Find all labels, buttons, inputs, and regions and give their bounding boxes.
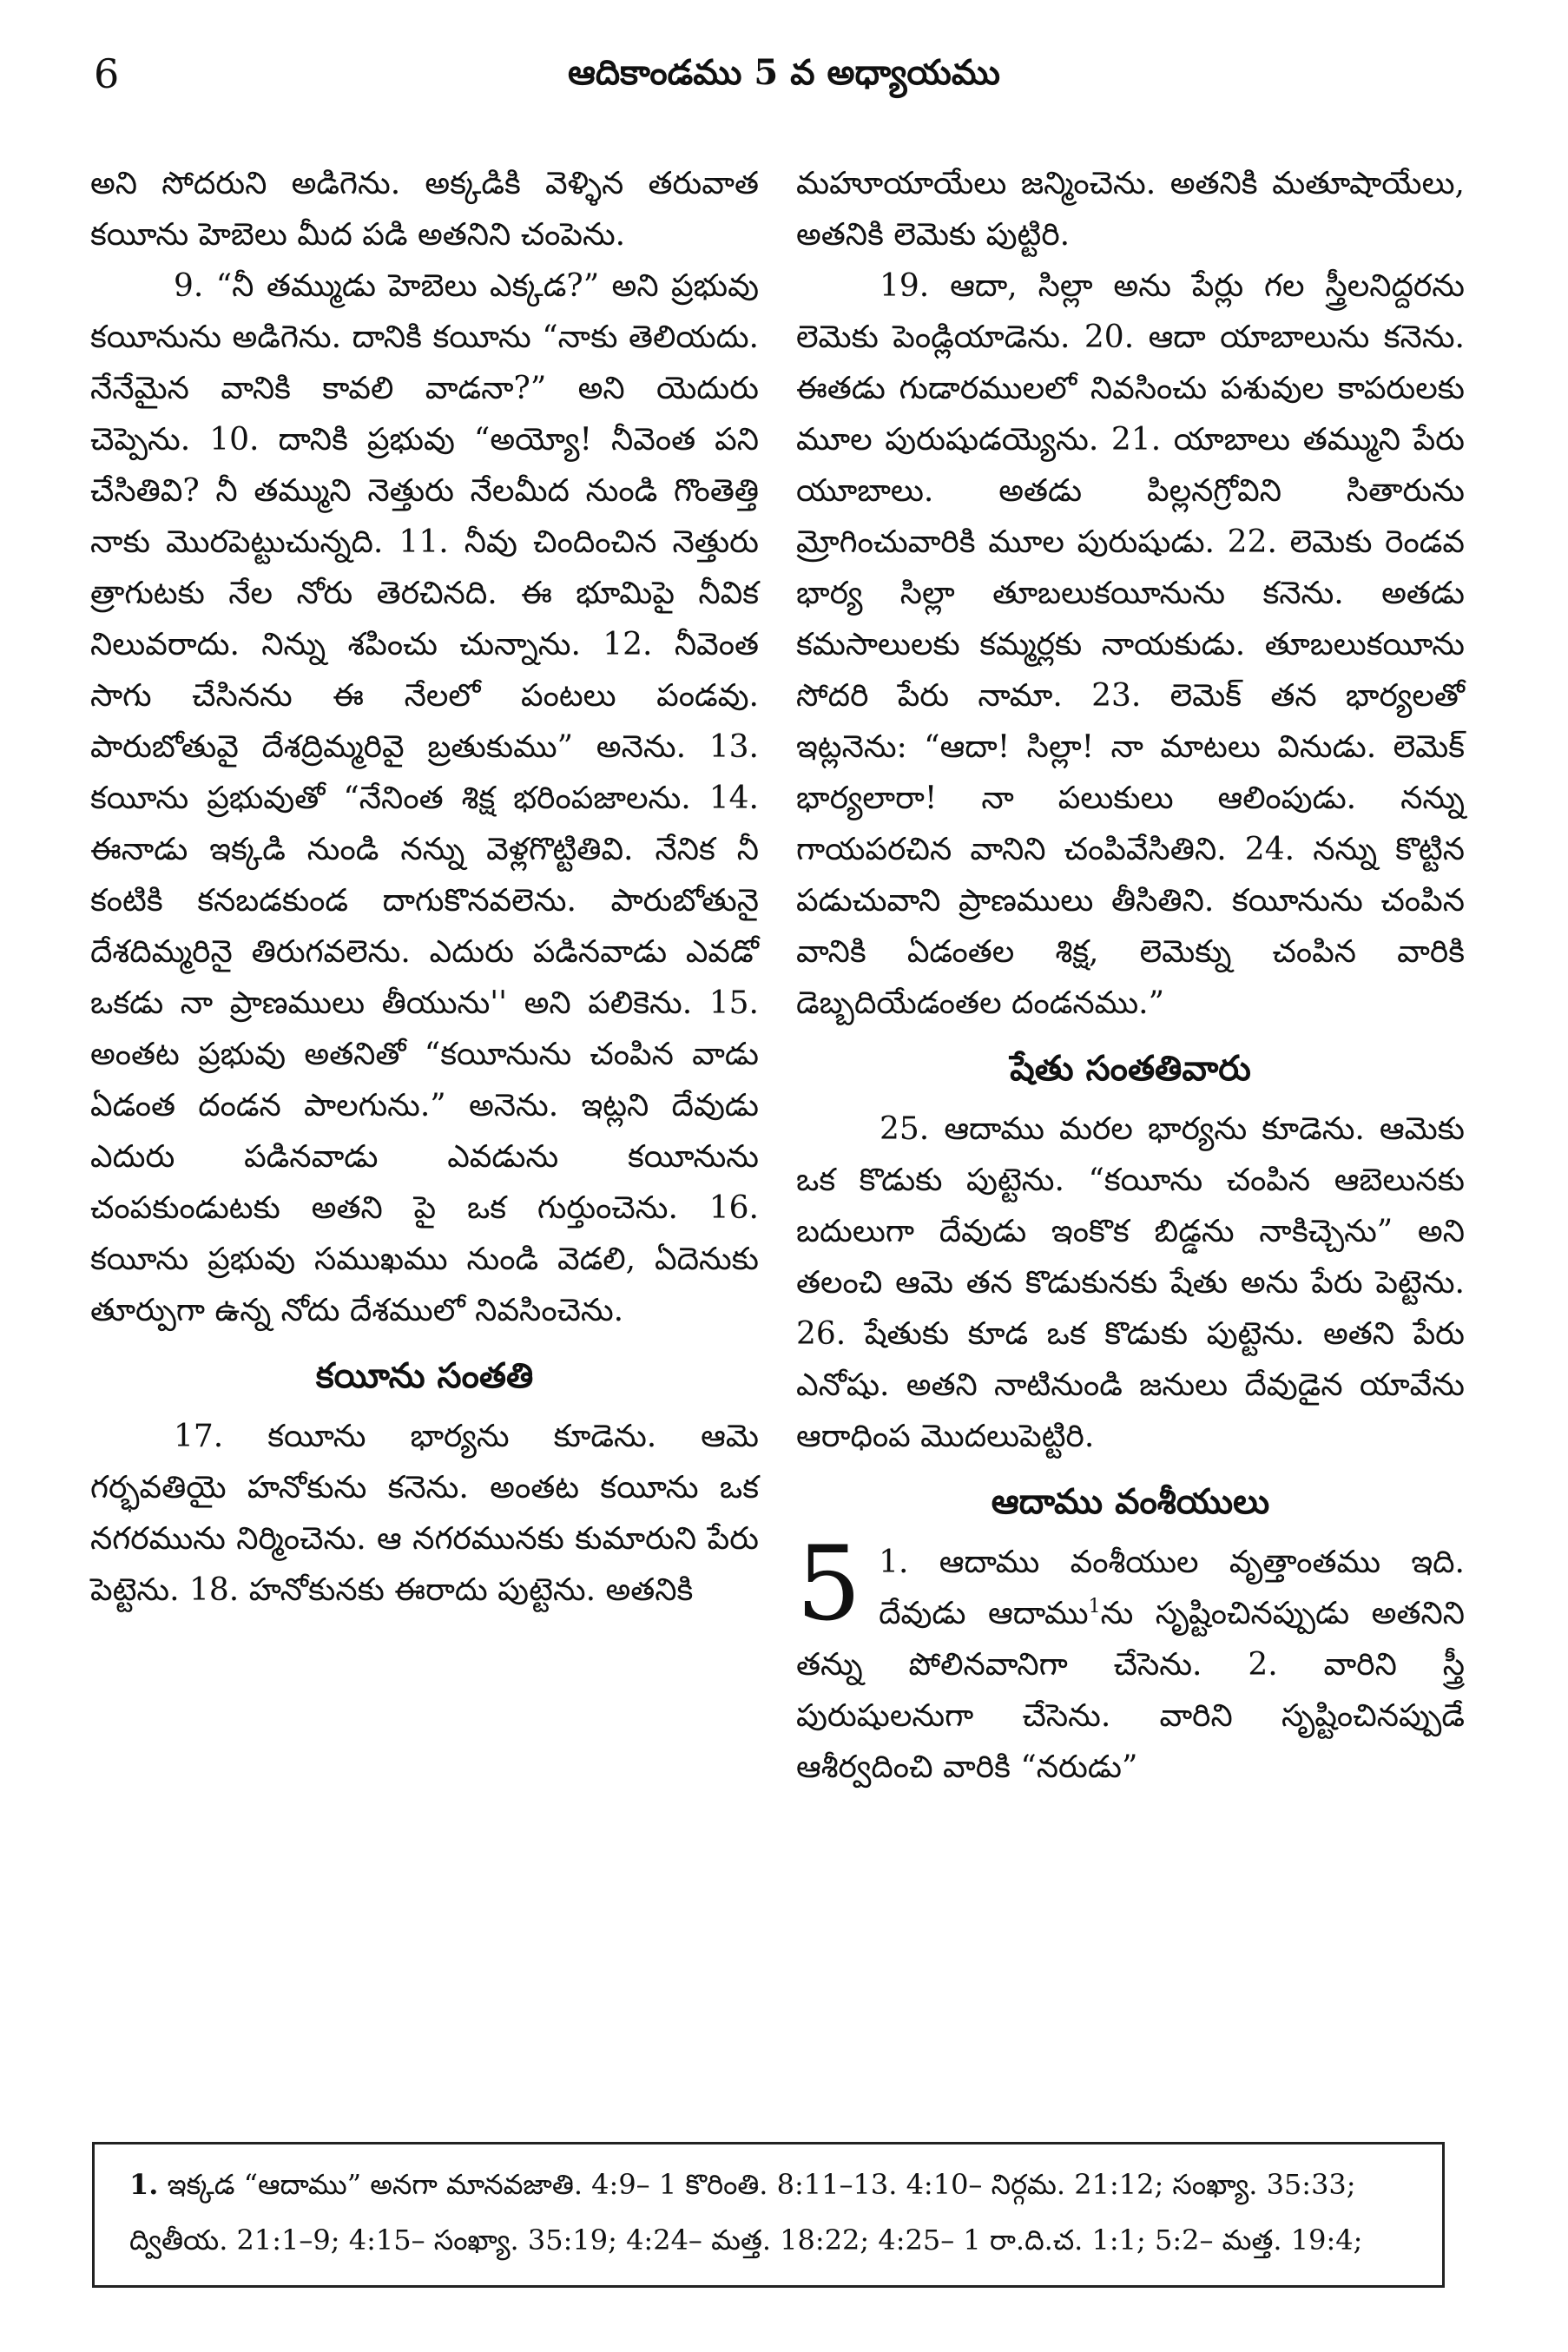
paragraph: మహూయాయేలు జన్మించెను. అతనికి మతూషాయేలు, అతనికి లెమెకు పుట్టిరి. xyxy=(796,166,1465,253)
paragraph: 17. కయీను భార్యను కూడెను. ఆమె గర్భవతియై హనోకును కనెను. అంతట కయీను ఒక నగరమును నిర్మించెను. ఆ నగరమునకు కుమారుని పేరు పెట్టెను. 18. హనోకునకు ఈరాదు పుట్టెను. అతనికి xyxy=(90,1419,759,1608)
section-heading: ఆదాము వంశీయులు xyxy=(991,1481,1270,1522)
footnote-box xyxy=(92,2142,1445,2288)
chapter-text-continued: ను సృష్టించినప్పుడు అతనిని తన్ను పోలినవానిగా చేసెను. 2. వారిని స్త్రీ పురుషులనుగా చేసెను. వారిని సృష్టించినప్పుడే ఆశీర్వదించి వారికి “నరుడు” xyxy=(796,1596,1466,1785)
footnote-text: ఇక్కడ “ఆదాము” అనగా మానవజాతి. 4:9– 1 కొరింతి. 8:11–13. 4:10– నిర్గమ. 21:12; సంఖ్యా. 35:33; xyxy=(167,2168,1356,2201)
section-heading: కయీను సంతతి xyxy=(315,1355,534,1396)
footnote-text: ద్వితీయ. 21:1–9; 4:15– సంఖ్యా. 35:19; 4:24– మత్త. 18:22; 4:25– 1 రా.ది.చ. 1:1; 5:2– మత్త. 19:4; xyxy=(129,2224,1363,2256)
right-column xyxy=(796,158,1465,1793)
left-column xyxy=(90,158,759,1616)
paragraph: 9. “నీ తమ్ముడు హెబెలు ఎక్కడ?” అని ప్రభువు కయీనును అడిగెను. దానికి కయీను “నాకు తెలియదు. నేనేమైన వానికి కావలి వాడనా?” అని యెదురు చెప్పెను. 10. దానికి ప్రభువు “అయ్యో! నీవెంత పని చేసితివి? నీ తమ్ముని నెత్తురు నేలమీద నుండి గొంతెత్తి నాకు మొరపెట్టుచున్నది. 11. నీవు చిందించిన నెత్తురు త్రాగుటకు నేల నోరు తెరచినది. ఈ భూమిపై నీవిక నిలువరాదు. నిన్ను శపించు చున్నాను. 12. నీవెంత సాగు చేసినను ఈ నేలలో పంటలు పండవు. పారుబోతువై దేశద్రిమ్మరివై బ్రతుకుము” అనెను. 13. కయీను ప్రభువుతో “నేనింత శిక్ష భరింపజాలను. 14. ఈనాడు ఇక్కడి నుండి నన్ను వెళ్లగొట్టితివి. నేనిక నీ కంటికి కనబడకుండ దాగుకొనవలెను. పారుబోతునై దేశదిమ్మరినై తిరుగవలెను. ఎదురు పడినవాడు ఎవడో ఒకడు నా ప్రాణములు తీయును'' అని పలికెను. 15. అంతట ప్రభువు అతనితో “కయీనును చంపిన వాడు ఏడంత దండన పాలగును.” అనెను. ఇట్లని దేవుడు ఎదురు పడినవాడు ఎవడును కయీనును చంపకుండుటకు అతని పై ఒక గుర్తుంచెను. 16. కయీను ప్రభువు సముఖము నుండి వెడలి, ఏదెనుకు తూర్పుగా ఉన్న నోదు దేశములో నివసించెను. xyxy=(90,268,759,1328)
paragraph: 19. ఆదా, సిల్లా అను పేర్లు గల స్త్రీలనిద్దరను లెమెకు పెండ్లియాడెను. 20. ఆదా యాబాలును కనెను. ఈతడు గుడారములలో నివసించు పశువుల కాపరులకు మూల పురుషుడయ్యెను. 21. యాబాలు తమ్ముని పేరు యూబాలు. అతడు పిల్లనగ్రోవిని సితారును మ్రోగించువారికి మూల పురుషుడు. 22. లెమెకు రెండవ భార్య సిల్లా తూబలుకయీనును కనెను. అతడు కమసాలులకు కమ్మర్లకు నాయకుడు. తూబలుకయీను సోదరి పేరు నామా. 23. లెమెక్ తన భార్యలతో ఇట్లనెను: “ఆదా! సిల్లా! నా మాటలు వినుడు. లెమెక్ భార్యలారా! నా పలుకులు ఆలింపుడు. నన్ను గాయపరచిన వానిని చంపివేసితిని. 24. నన్ను కొట్టిన పడుచువాని ప్రాణములు తీసితిని. కయీనును చంపిన వానికి ఏడంతల శిక్ష, లెమెక్ను చంపిన వారికి డెబ్బదియేడంతల దండనము.” xyxy=(796,268,1465,1021)
footnote-number: 1. xyxy=(129,2168,159,2201)
page-number: 6 xyxy=(94,50,120,97)
footnote-line xyxy=(129,2212,1407,2268)
footnote-marker[interactable]: 1 xyxy=(1088,1596,1101,1617)
paragraph: 25. ఆదాము మరల భార్యను కూడెను. ఆమెకు ఒక కొడుకు పుట్టెను. “కయీను చంపిన ఆబెలునకు బదులుగా దేవుడు ఇంకొక బిడ్డను నాకిచ్చెను” అని తలంచి ఆమె తన కొడుకునకు షేతు అను పేరు పెట్టెను. 26. షేతుకు కూడ ఒక కొడుకు పుట్టెను. అతని పేరు ఎనోషు. అతని నాటినుండి జనులు దేవుడైన యావేను ఆరాధింప మొదలుపెట్టిరి. xyxy=(796,1111,1465,1454)
chapter-number: 5 xyxy=(796,1524,862,1644)
paragraph: అని సోదరుని అడిగెను. అక్కడికి వెళ్ళిన తరువాత కయీను హెబెలు మీద పడి అతనిని చంపెను. xyxy=(90,166,759,253)
chapter-text: 1. ఆదాము వంశీయుల వృత్తాంతము ఇది. దేవుడు ఆదాము xyxy=(879,1545,1465,1631)
chapter-start xyxy=(796,1524,1466,1793)
footnote-line xyxy=(129,2157,1407,2212)
section-heading: షేతు సంతతివారు xyxy=(1010,1048,1251,1089)
running-title: ఆదికాండము 5 వ అధ్యాయము xyxy=(567,52,1000,93)
